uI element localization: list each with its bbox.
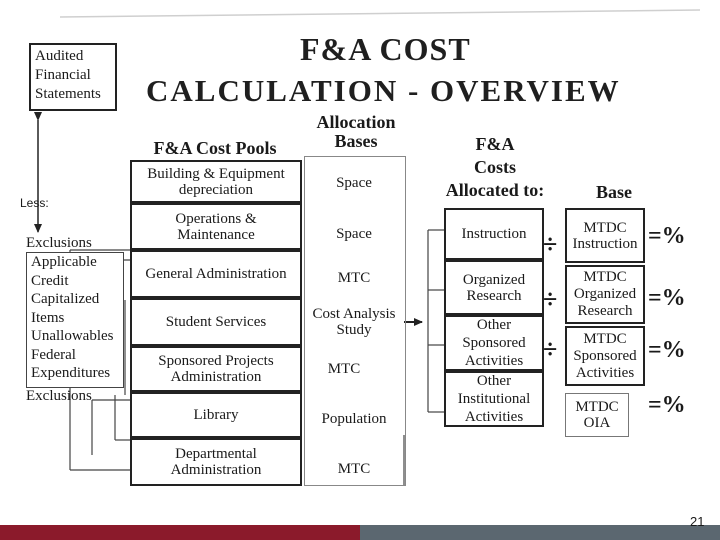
basis-mtc-2: MTC	[327, 361, 361, 377]
allocated-label-line: Research	[466, 287, 522, 304]
audited-line-1: Audited	[35, 48, 84, 64]
top-rule	[60, 10, 700, 17]
exclusions-box	[26, 252, 124, 388]
base-mtdc-organized-research	[565, 265, 645, 324]
header-cost-pools: F&A Cost Pools	[153, 138, 277, 158]
pool-label-line: Library	[193, 407, 239, 423]
allocated-bracket	[428, 230, 444, 412]
base-label-line: MTDC	[575, 399, 619, 415]
exclusion-item: Unallowables	[31, 328, 114, 344]
pool-label-line: General Administration	[145, 266, 287, 282]
allocated-instruction	[444, 208, 544, 260]
equals-percent-2: =%	[648, 285, 686, 311]
allocated-label-line: Organized	[462, 271, 526, 288]
pool-label-line: depreciation	[178, 181, 254, 198]
base-label-line: Sponsored	[573, 347, 637, 364]
pool-label-line: Administration	[170, 369, 262, 385]
base-label-line: OIA	[583, 415, 611, 431]
footer-stripe-red	[0, 525, 360, 540]
equals-percent-1: =%	[648, 223, 686, 249]
header-base: Base	[596, 182, 632, 202]
allocated-label-line: Activities	[464, 409, 524, 425]
basis-mtc-1: MTC	[337, 270, 371, 286]
pool-label-line: Building & Equipment	[147, 165, 285, 182]
equals-percent-4: =%	[648, 392, 686, 418]
basis-space-1: Space	[336, 174, 372, 191]
pool-label-line: Student Services	[165, 314, 267, 330]
base-mtdc-instruction	[565, 208, 645, 263]
less-label: Less:	[20, 196, 49, 210]
pool-cell-student-services	[130, 298, 302, 346]
basis-space-2: Space	[336, 226, 372, 242]
base-label-line: MTDC	[583, 269, 627, 285]
pool-label-line: Operations &	[175, 210, 257, 227]
base-label-line: Research	[577, 303, 633, 319]
pool-label-line: Maintenance	[177, 226, 255, 243]
equals-percent-3: =%	[648, 337, 686, 363]
exclusion-item: Credit	[31, 272, 69, 289]
allocated-other-institutional	[444, 371, 544, 427]
exclusions-bottom-label: Exclusions	[26, 388, 92, 404]
basis-population: Population	[321, 411, 387, 427]
exclusion-item: Items	[31, 309, 65, 326]
pool-cell-library	[130, 392, 302, 438]
pool-cell-general-administration	[130, 250, 302, 298]
base-label-line: MTDC	[583, 219, 627, 236]
exclusion-item: Capitalized	[31, 291, 100, 307]
pool-label-line: Administration	[170, 462, 262, 478]
pool-label-line: Departmental	[175, 446, 257, 462]
pool-label-line: Sponsored Projects	[158, 353, 274, 369]
header-costs-allocated	[430, 133, 560, 202]
base-label-line: Organized	[573, 286, 637, 302]
pool-cell-building-equipment	[130, 160, 302, 203]
pool-cell-departmental-admin	[130, 438, 302, 486]
allocated-organized-research	[444, 260, 544, 315]
base-label-line: Activities	[575, 364, 635, 381]
audited-financial-statements-box	[29, 43, 117, 111]
pool-cell-operations-maintenance	[130, 203, 302, 250]
basis-mtc-3: MTC	[337, 461, 371, 477]
exclusion-item: Federal	[31, 346, 76, 363]
base-label-line: Instruction	[572, 235, 638, 252]
divide-sign-1: ÷	[543, 230, 558, 259]
header-costs-line-1: F&A	[475, 134, 515, 154]
allocated-label-line: Instruction	[461, 226, 527, 242]
basis-cost-analysis-study: Cost Analysis Study	[312, 306, 396, 338]
allocated-label-line: Activities	[464, 353, 524, 369]
pool-cell-sponsored-projects-admin	[130, 346, 302, 392]
footer-stripe-gray	[360, 525, 720, 540]
header-costs-line-3: Allocated to:	[445, 180, 545, 200]
divide-sign-2: ÷	[543, 285, 558, 314]
exclusion-item: Applicable	[31, 254, 97, 270]
allocated-label-line: Institutional	[457, 391, 531, 407]
page-number: 21	[690, 514, 705, 529]
audited-line-3: Statements	[35, 86, 101, 102]
header-allocation-line-1: Allocation	[316, 112, 396, 132]
base-mtdc-oia	[565, 393, 629, 437]
allocated-label-line: Sponsored	[462, 335, 526, 351]
allocated-label-line: Other	[476, 373, 512, 389]
header-allocation-bases	[303, 113, 409, 151]
audited-line-2: Financial	[35, 67, 91, 83]
title-line-2: CALCULATION - OVERVIEW	[146, 73, 621, 108]
divide-sign-3: ÷	[543, 335, 558, 364]
header-costs-line-2: Costs	[473, 157, 516, 177]
allocated-other-sponsored	[444, 315, 544, 371]
header-allocation-line-2: Bases	[334, 131, 378, 151]
allocated-label-line: Other	[476, 317, 512, 333]
exclusion-item: Expenditures	[31, 365, 111, 381]
base-label-line: MTDC	[583, 330, 627, 347]
base-mtdc-sponsored-activities	[565, 326, 645, 386]
exclusions-top-label: Exclusions	[26, 235, 92, 251]
title-line-1: F&A COST	[300, 31, 471, 67]
